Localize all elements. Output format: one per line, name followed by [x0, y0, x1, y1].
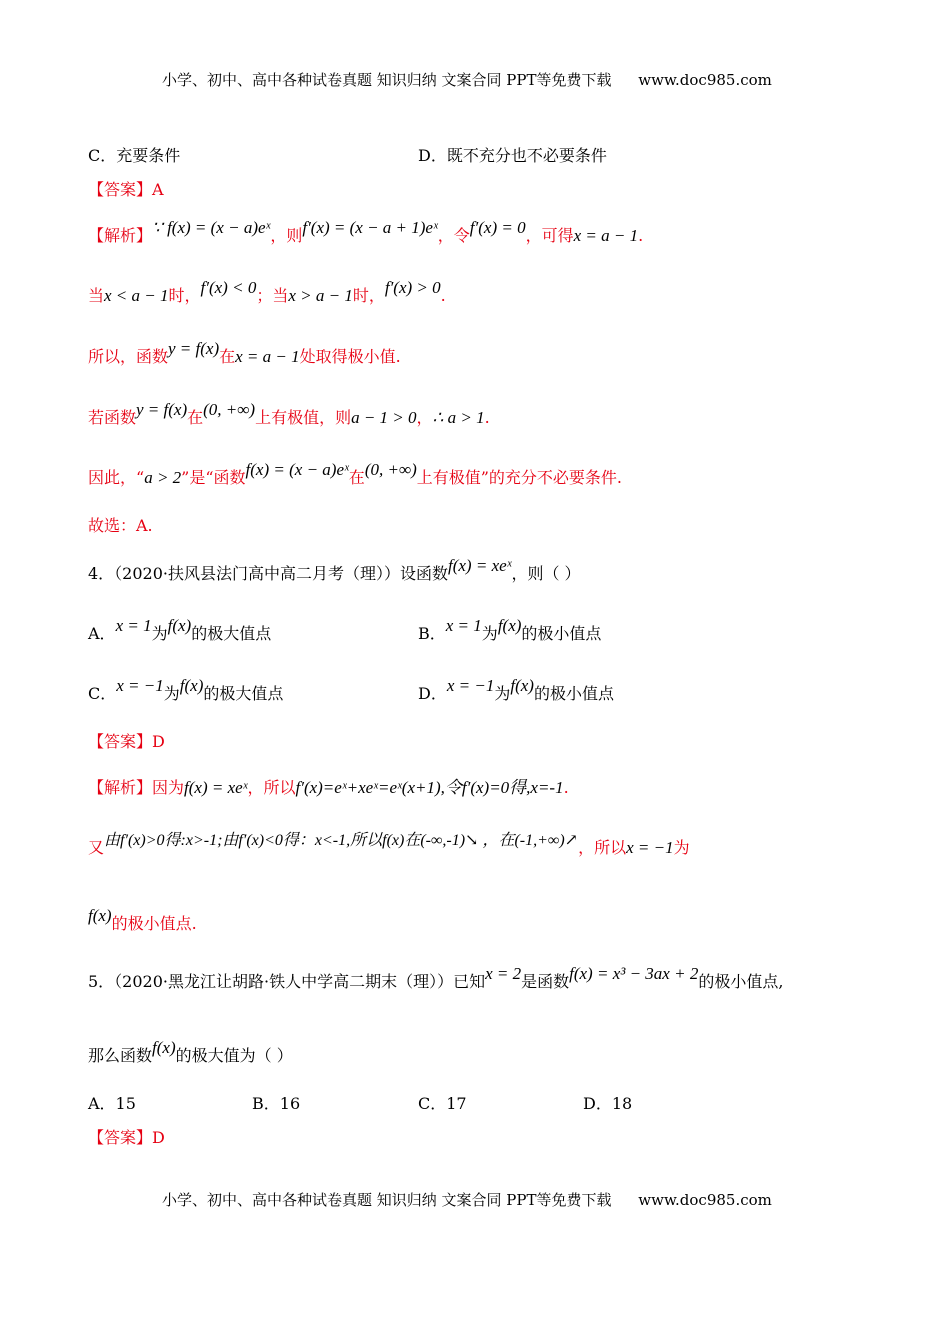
math-expression: x = −1	[116, 676, 164, 695]
q4-analysis-line-3	[88, 906, 197, 936]
q4-option-a	[88, 616, 272, 646]
math-expression: f(x)	[179, 676, 204, 695]
math-expression: a > 2	[144, 468, 182, 487]
option-letter: B．	[418, 624, 446, 643]
math-expression: x = 1	[115, 616, 152, 635]
q4-option-b	[418, 616, 602, 646]
math-expression: f′(x) > 0	[384, 278, 441, 297]
text: 为	[151, 624, 168, 643]
math-expression: x = 2	[485, 964, 522, 983]
text: 那么函数	[88, 1046, 153, 1065]
q3-option-c: C．充要条件	[88, 146, 181, 165]
text: 的极小值点.	[111, 914, 197, 933]
text: 处取得极小值.	[299, 347, 401, 366]
text: .	[440, 286, 446, 305]
text: 为	[481, 624, 498, 643]
math-expression: f(x)	[88, 906, 112, 925]
text: 又	[88, 838, 105, 857]
math-expression: f(x) = x³ − 3ax + 2	[569, 964, 699, 983]
text: 的极小值点,	[698, 972, 784, 991]
text: 上有极值，则	[255, 408, 352, 427]
q4-answer: 【答案】D	[88, 732, 165, 751]
text: 为	[163, 684, 180, 703]
math-expression: f(x)	[510, 676, 534, 695]
text: 时，	[168, 286, 201, 305]
text: ；当	[256, 286, 289, 305]
math-expression: x < a − 1	[104, 286, 169, 305]
math-expression: x > a − 1	[288, 286, 353, 305]
text: 5．（2020·黑龙江让胡路·铁人中学高二期末（理））已知	[88, 972, 486, 991]
q3-analysis-line-5	[88, 460, 623, 490]
math-expression: f(x) = xeˣ	[448, 556, 512, 575]
text: 为	[494, 684, 511, 703]
q3-analysis-line-2	[88, 278, 446, 308]
text: 4．（2020·扶风县法门高中高二月考（理））设函数	[88, 564, 448, 583]
q4-option-c	[88, 676, 284, 706]
text: .	[484, 408, 490, 427]
q4-analysis-line-1	[88, 776, 569, 800]
q5-option-a: A．15	[88, 1094, 136, 1113]
text: 所以，函数	[88, 347, 169, 366]
page-header	[162, 68, 772, 92]
option-letter: A．	[88, 624, 116, 643]
math-expression: ∴ a > 1	[432, 408, 485, 427]
text: ，	[416, 408, 433, 427]
q5-option-b: B．16	[252, 1094, 301, 1113]
math-expression: f′(x) = (x − a + 1)eˣ	[302, 218, 438, 237]
math-expression: f(x) = xeˣ	[184, 778, 248, 797]
math-expression: f′(x) < 0	[200, 278, 257, 297]
q5-option-d: D．18	[583, 1094, 633, 1113]
q5-option-c: C．17	[418, 1094, 467, 1113]
q5-answer: 【答案】D	[88, 1128, 165, 1147]
text: ，可得	[525, 226, 574, 245]
math-expression: y = f(x)	[136, 400, 188, 419]
text: 在	[348, 468, 365, 487]
q5-stem	[88, 964, 784, 994]
footer-url: www.doc985.com	[638, 1191, 772, 1209]
math-expression: (0, +∞)	[364, 460, 417, 479]
text: ，所以	[247, 778, 296, 797]
q4-analysis-line-2	[88, 832, 690, 861]
q3-analysis-line-1	[88, 218, 644, 248]
text: ，则	[270, 226, 303, 245]
analysis-label: 【解析】	[88, 226, 153, 245]
text: ，则（ ）	[511, 564, 581, 583]
text: .	[638, 226, 644, 245]
math-expression: x = 1	[445, 616, 482, 635]
text: ”是“函数	[181, 468, 246, 487]
text: 的极小值点	[521, 624, 602, 643]
math-expression: f(x)	[152, 1038, 176, 1057]
math-expression: y = f(x)	[168, 339, 220, 358]
math-expression: f(x)	[167, 616, 192, 635]
q4-option-d	[418, 676, 614, 706]
q3-analysis-line-4	[88, 400, 490, 430]
page-footer	[162, 1188, 772, 1212]
header-url: www.doc985.com	[638, 71, 772, 89]
math-expression: ∵ f(x) = (x − a)eˣ	[152, 218, 271, 237]
q5-stem-line-2	[88, 1038, 293, 1068]
text: 的极大值点	[203, 684, 284, 703]
math-expression: a − 1 > 0	[351, 408, 417, 427]
option-letter: C．	[88, 684, 117, 703]
text: 时，	[352, 286, 385, 305]
footer-text: 小学、初中、高中各种试卷真题 知识归纳 文案合同 PPT等免费下载	[162, 1191, 612, 1209]
q3-answer: 【答案】A	[88, 180, 164, 199]
text: ，令	[437, 226, 470, 245]
text: 若函数	[88, 408, 137, 427]
q3-conclusion: 故选：A.	[88, 516, 153, 535]
math-expression: (0, +∞)	[203, 400, 256, 419]
math-expression: x = −1	[626, 838, 674, 857]
text: 因为	[152, 778, 185, 797]
text: ，所以	[578, 838, 627, 857]
text: 当	[88, 286, 105, 305]
math-expression: 由f′(x)>0得:x>-1;由f′(x)<0得：x<-1,所以f(x)在(-∞,-1)↘ ，在(-1,+∞)↗	[104, 832, 579, 849]
text: .	[563, 778, 569, 797]
header-text: 小学、初中、高中各种试卷真题 知识归纳 文案合同 PPT等免费下载	[162, 71, 612, 89]
math-expression: f(x)	[497, 616, 522, 635]
math-expression: x = −1	[446, 676, 495, 695]
math-expression: f′(x)=eˣ+xeˣ=eˣ(x+1),令f′(x)=0得,x=-1	[295, 778, 564, 797]
text: 的极大值为（ ）	[175, 1046, 293, 1065]
option-letter: D．	[418, 684, 447, 703]
text: 是函数	[521, 972, 570, 991]
math-expression: f′(x) = 0	[469, 218, 526, 237]
text: 在	[187, 408, 204, 427]
q3-analysis-line-3	[88, 339, 401, 369]
q4-stem	[88, 556, 581, 586]
text: 上有极值”的充分不必要条件.	[416, 468, 623, 487]
text: 为	[673, 838, 690, 857]
math-expression: x = a − 1	[573, 226, 639, 245]
math-expression: x = a − 1	[235, 347, 300, 366]
math-expression: f(x) = (x − a)eˣ	[245, 460, 349, 479]
q3-option-d: D．既不充分也不必要条件	[418, 146, 607, 165]
text: 的极小值点	[533, 684, 614, 703]
text: 因此，“	[88, 468, 145, 487]
analysis-label: 【解析】	[88, 778, 153, 797]
text: 的极大值点	[191, 624, 272, 643]
text: 在	[219, 347, 236, 366]
